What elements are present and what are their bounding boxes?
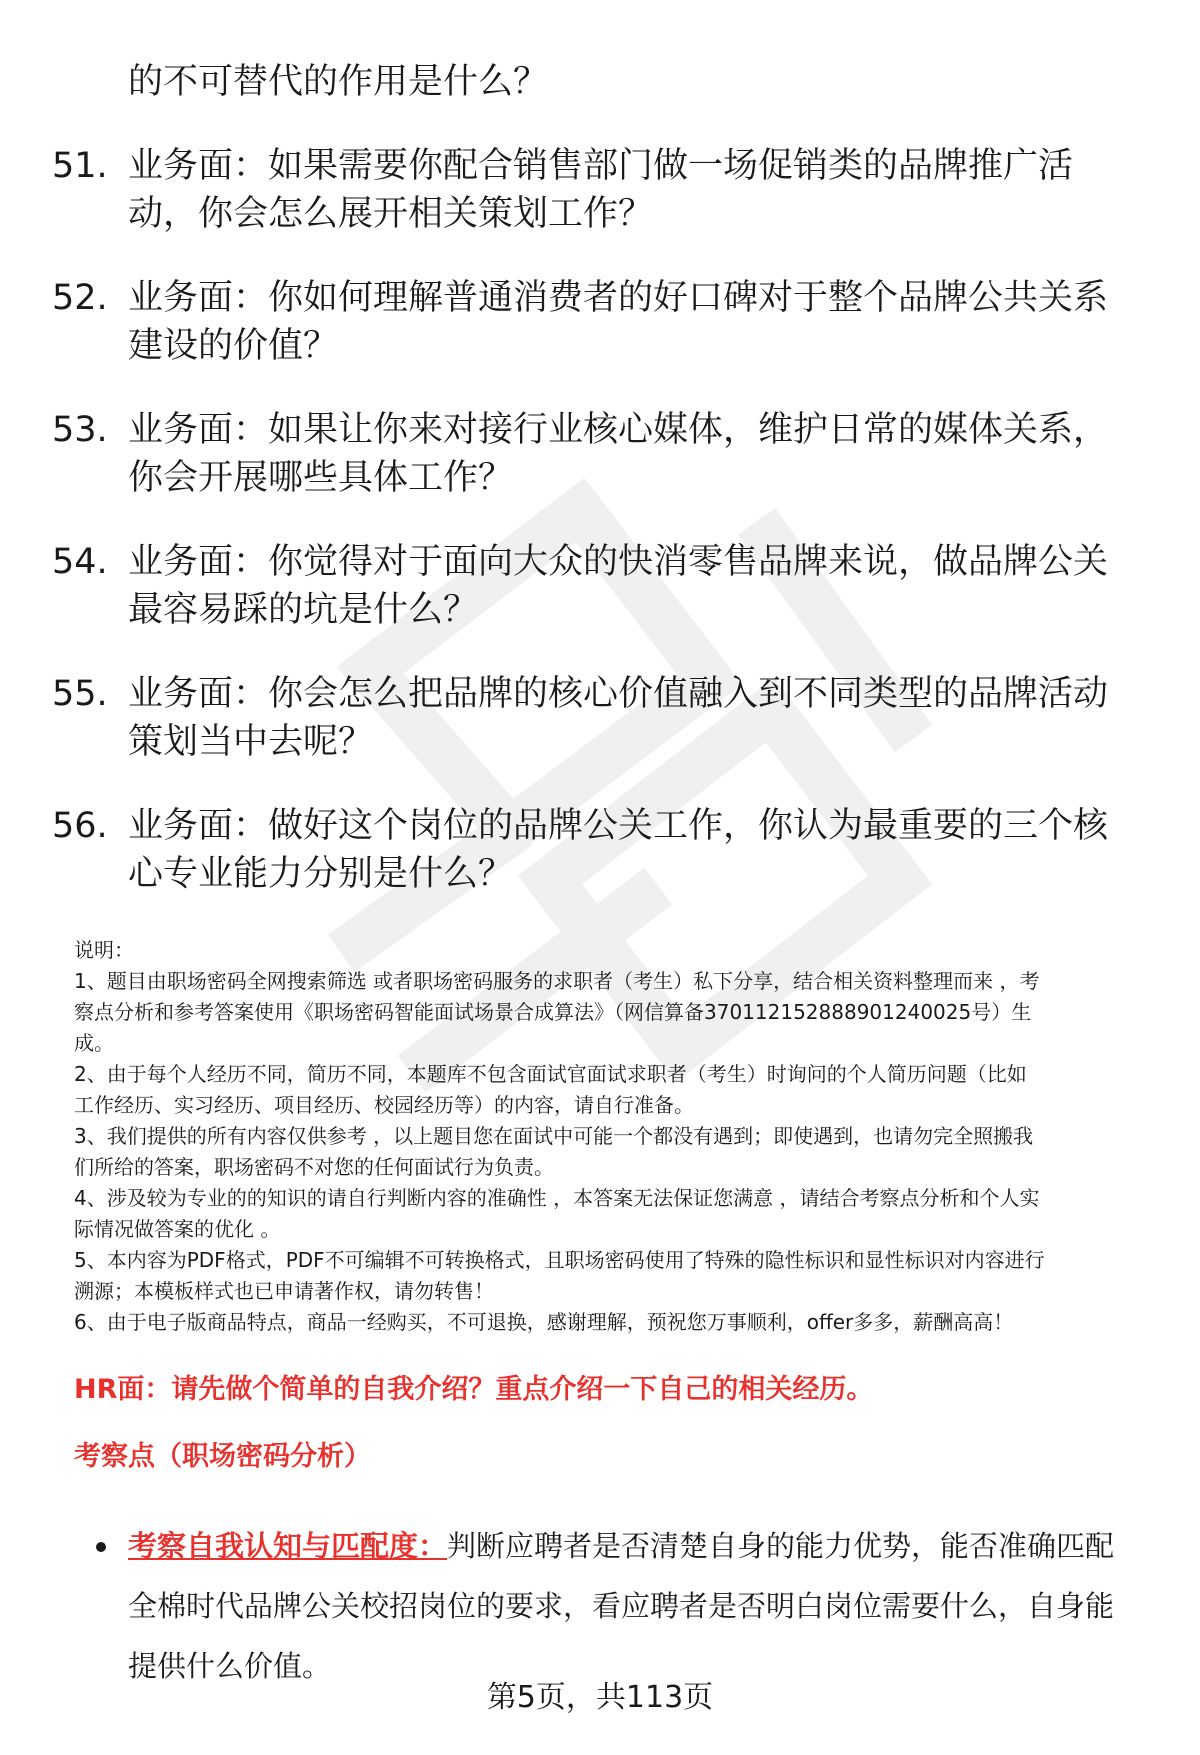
bullet-line1	[128, 1516, 1146, 1576]
bullet-line2: 全棉时代品牌公关校招岗位的要求，看应聘者是否明白岗位需要什么，自身能	[128, 1589, 1115, 1623]
question-number: 54.	[52, 542, 108, 582]
question-text-line1: 业务面：你会怎么把品牌的核心价值融入到不同类型的品牌活动	[128, 674, 1109, 714]
notes-line: 1、题目由职场密码全网搜索筛选 或者职场密码服务的求职者（考生）私下分享，结合相关资料整理而来 ，考	[74, 969, 1040, 993]
question-text-line1: 业务面：你如何理解普通消费者的好口碑对于整个品牌公共关系	[128, 278, 1109, 318]
question-number: 56.	[52, 806, 108, 846]
notes-line: 察点分析和参考答案使用《职场密码智能面试场景合成算法》（网信算备370112152888901240025号）生	[74, 1000, 1032, 1024]
bullet-line1-text: 判断应聘者是否清楚自身的能力优势，能否准确匹配	[447, 1529, 1115, 1563]
question-continuation: 的不可替代的作用是什么？	[128, 62, 549, 102]
notes-line: 们所给的答案，职场密码不对您的任何面试行为负责。	[74, 1155, 554, 1179]
question-item	[52, 142, 1152, 238]
question-text-line2: 你会开展哪些具体工作？	[128, 458, 514, 498]
notes-line: 际情况做答案的优化 。	[74, 1217, 281, 1241]
notes-line: 4、涉及较为专业的的知识的请自行判断内容的准确性 ，本答案无法保证您满意 ，请结合考察点分析和个人实	[74, 1186, 1040, 1210]
hr-question-heading: HR面：请先做个简单的自我介绍？重点介绍一下自己的相关经历。	[74, 1374, 874, 1405]
notes-title: 说明：	[74, 938, 134, 962]
notes-line: 5、本内容为PDF格式，PDF不可编辑不可转换格式，且职场密码使用了特殊的隐性标识和显性标识对内容进行	[74, 1248, 1045, 1272]
question-item	[52, 802, 1152, 898]
notes-section	[74, 935, 1154, 1338]
page-footer: 第5页，共113页	[486, 1680, 714, 1715]
notes-line: 2、由于每个人经历不同，简历不同，本题库不包含面试官面试求职者（考生）时询问的个人简历问题（比如	[74, 1062, 1027, 1086]
question-number: 51.	[52, 146, 108, 186]
analysis-heading: 考察点（职场密码分析）	[74, 1441, 371, 1472]
notes-line: 成。	[74, 1031, 114, 1055]
question-number: 55.	[52, 674, 108, 714]
question-text-line1: 业务面：如果需要你配合销售部门做一场促销类的品牌推广活	[128, 146, 1074, 186]
question-text-line1: 业务面：如果让你来对接行业核心媒体，维护日常的媒体关系，	[128, 410, 1109, 450]
notes-line: 6、由于电子版商品特点，商品一经购买，不可退换，感谢理解，预祝您万事顺利，offer多多，薪酬高高！	[74, 1310, 1014, 1334]
question-text-line2: 心专业能力分别是什么？	[128, 854, 514, 894]
question-text-line2: 动，你会怎么展开相关策划工作？	[128, 194, 654, 234]
question-item	[52, 538, 1152, 634]
question-number: 52.	[52, 278, 108, 318]
question-text-line1: 业务面：你觉得对于面向大众的快消零售品牌来说，做品牌公关	[128, 542, 1109, 582]
question-text-line2: 最容易踩的坑是什么？	[128, 590, 479, 630]
notes-line: 溯源；本模板样式也已申请著作权，请勿转售！	[74, 1279, 494, 1303]
notes-line: 工作经历、实习经历、项目经历、校园经历等）的内容，请自行准备。	[74, 1093, 694, 1117]
bullet-line3: 提供什么价值。	[128, 1649, 332, 1683]
question-number: 53.	[52, 410, 108, 450]
question-text-line1: 业务面：做好这个岗位的品牌公关工作，你认为最重要的三个核	[128, 806, 1109, 846]
question-item	[52, 274, 1152, 370]
question-text-line2: 建设的价值？	[128, 326, 339, 366]
bullet-label: 考察自我认知与匹配度：	[128, 1529, 448, 1563]
question-text-line2: 策划当中去呢？	[128, 722, 374, 762]
notes-line: 3、我们提供的所有内容仅供参考 ，以上题目您在面试中可能一个都没有遇到；即使遇到，也请勿完全照搬我	[74, 1124, 1034, 1148]
bullet-text	[96, 1516, 1146, 1696]
question-item	[52, 670, 1152, 766]
question-list	[52, 142, 1152, 934]
bullet-dot-icon	[96, 1542, 106, 1552]
question-item	[52, 406, 1152, 502]
bullet-point	[96, 1516, 1146, 1696]
